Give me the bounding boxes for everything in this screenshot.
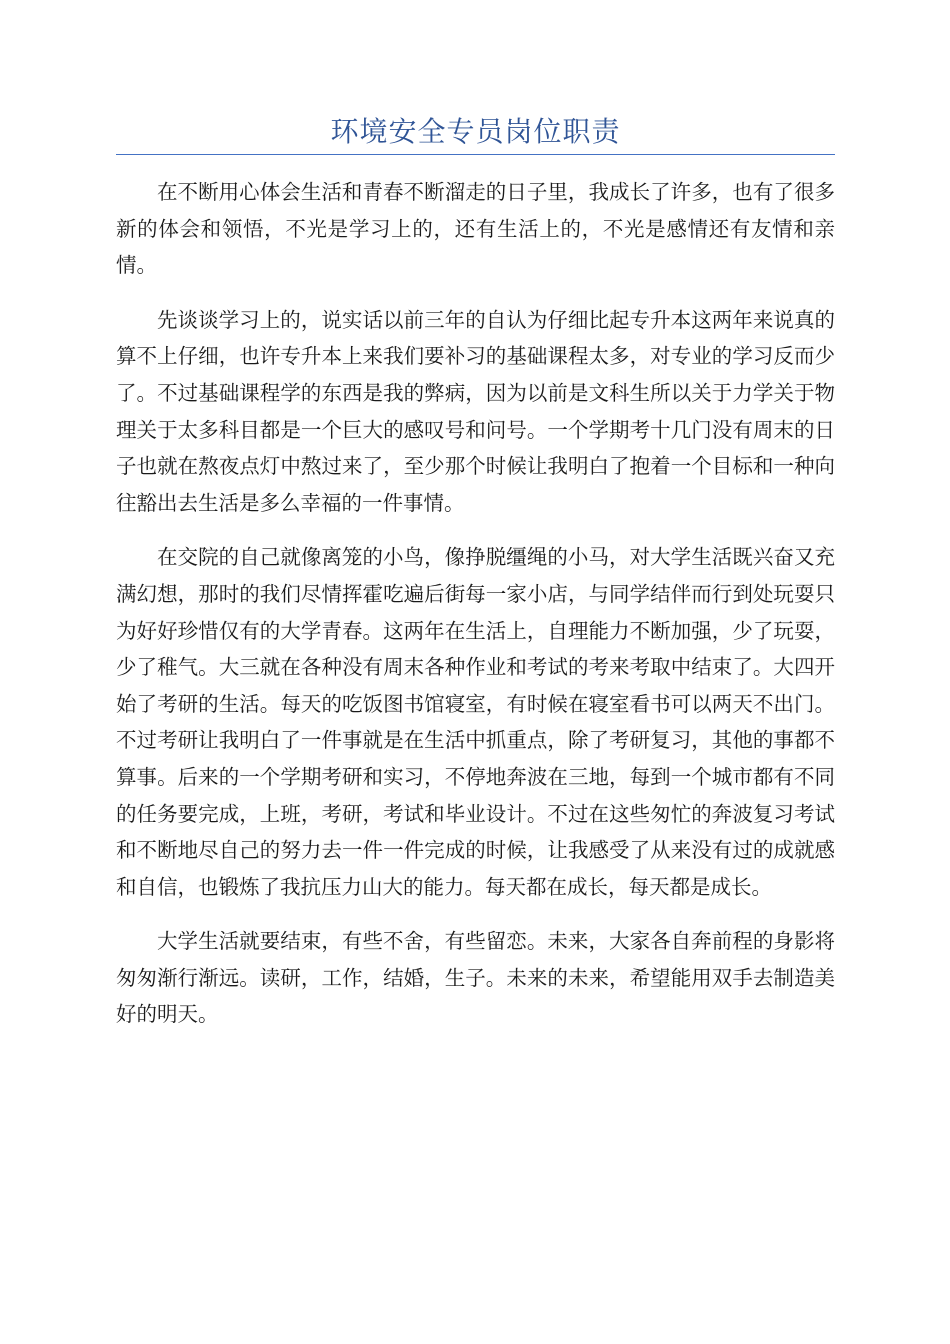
paragraph-4: 大学生活就要结束，有些不舍，有些留恋。未来，大家各自奔前程的身影将匆匆渐行渐远。读研，工作，结婚，生子。未来的未来，希望能用双手去制造美好的明天。 xyxy=(116,929,835,1027)
paragraph-1: 在不断用心体会生活和青春不断溜走的日子里，我成长了许多，也有了很多新的体会和领悟，不光是学习上的，还有生活上的，不光是感情还有友情和亲情。 xyxy=(116,180,835,278)
paragraph-2: 先谈谈学习上的，说实话以前三年的自认为仔细比起专升本这两年来说真的算不上仔细，也许专升本上来我们要补习的基础课程太多，对专业的学习反而少了。不过基础课程学的东西是我的弊病，因为以前是文科生所以关于力学关于物理关于太多科目都是一个巨大的感叹号和问号。一个学期考十几门没有周末的日子也就在熬夜点灯中熬过来了，至少那个时候让我明白了抱着一个目标和一种向往豁出去生活是多么幸福的一件事情。 xyxy=(116,307,835,515)
paragraph-3: 在交院的自己就像离笼的小鸟，像挣脱缰绳的小马，对大学生活既兴奋又充满幻想，那时的我们尽情挥霍吃遍后街每一家小店，与同学结伴而行到处玩耍只为好好珍惜仅有的大学青春。这两年在生活上，自理能力不断加强，少了玩耍，少了稚气。大三就在各种没有周末各种作业和考试的考来考取中结束了。大四开始了考研的生活。每天的吃饭图书馆寝室，有时候在寝室看书可以两天不出门。不过考研让我明白了一件事就是在生活中抓重点，除了考研复习，其他的事都不算事。后来的一个学期考研和实习，不停地奔波在三地，每到一个城市都有不同的任务要完成，上班，考研，考试和毕业设计。不过在这些匆忙的奔波复习考试和不断地尽自己的努力去一件一件完成的时候，让我感受了从来没有过的成就感和自信，也锻炼了我抗压力山大的能力。每天都在成长，每天都是成长。 xyxy=(116,545,835,899)
title-underline-divider xyxy=(116,154,835,155)
page-title: 环境安全专员岗位职责 xyxy=(330,115,621,148)
document-body xyxy=(116,174,835,1051)
